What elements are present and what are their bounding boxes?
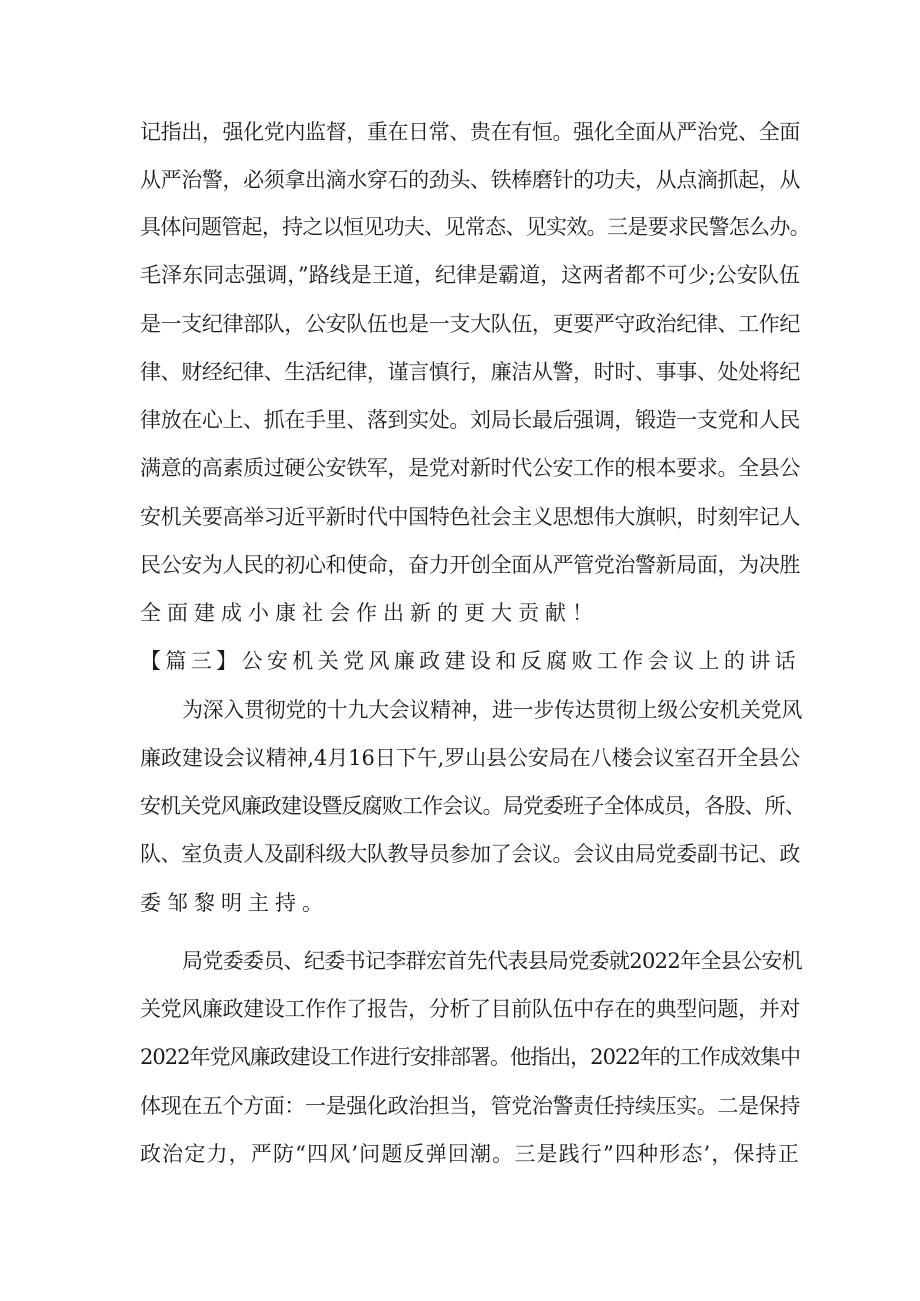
paragraph-first-line: 局党委委员、纪委书记李群宏首先代表县局党委就2022年全县公安机 bbox=[182, 949, 802, 973]
text-line: 律放在心上、抓在手里、落到实处。刘局长最后强调，锻造一支党和人民 bbox=[140, 408, 800, 432]
text-line: 毛泽东同志强调，”路线是王道，纪律是霸道，这两者都不可少;公安队伍 bbox=[140, 263, 800, 287]
text-line: 是一支纪律部队，公安队伍也是一支大队伍，更要严守政治纪律、工作纪 bbox=[140, 312, 800, 336]
text-line: 民公安为人民的初心和使命，奋力开创全面从严管党治警新局面，为决胜 bbox=[140, 553, 800, 577]
text-line: 安机关要高举习近平新时代中国特色社会主义思想伟大旗帜，时刻牢记人 bbox=[140, 505, 800, 529]
text-line: 具体问题管起，持之以恒见功夫、见常态、见实效。三是要求民警怎么办。 bbox=[140, 215, 810, 239]
paragraph-first-line: 为深入贯彻党的十九大会议精神，进一步传达贯彻上级公安机关党风 bbox=[182, 698, 802, 722]
text-line: 2022年党风廉政建设工作进行安排部署。他指出，2022年的工作成效集中 bbox=[140, 1045, 800, 1069]
text-line: 委邹黎明主持。 bbox=[140, 891, 329, 915]
text-line: 政治定力，严防“四风’问题反弹回潮。三是践行”四种形态’，保持正 bbox=[140, 1142, 800, 1166]
text-line: 律、财经纪律、生活纪律，谨言慎行，廉洁从警，时时、事事、处处将纪 bbox=[140, 360, 800, 384]
text-line: 从严治警，必须拿出滴水穿石的劲头、铁棒磨针的功夫，从点滴抓起，从 bbox=[140, 168, 800, 192]
text-line: 队、室负责人及副科级大队教导员参加了会议。会议由局党委副书记、政 bbox=[140, 842, 800, 866]
text-line: 体现在五个方面：一是强化政治担当，管党治警责任持续压实。二是保持 bbox=[140, 1094, 800, 1118]
text-line: 满意的高素质过硬公安铁军，是党对新时代公安工作的根本要求。全县公 bbox=[140, 456, 800, 480]
text-line: 关党风廉政建设工作作了报告，分析了目前队伍中存在的典型问题，并对 bbox=[140, 997, 800, 1021]
text-line: 记指出，强化党内监督，重在日常、贵在有恒。强化全面从严治党、全面 bbox=[140, 120, 800, 144]
text-line: 全面建成小康社会作出新的更大贡献！ bbox=[140, 601, 599, 625]
text-line: 安机关党风廉政建设暨反腐败工作会议。局党委班子全体成员，各股、所、 bbox=[140, 794, 805, 818]
text-line: 廉政建设会议精神,4月16日下午,罗山县公安局在八楼会议室召开全县公 bbox=[140, 746, 800, 770]
section-heading: 【篇三】公安机关党风廉政建设和反腐败工作会议上的讲话 bbox=[140, 649, 800, 673]
